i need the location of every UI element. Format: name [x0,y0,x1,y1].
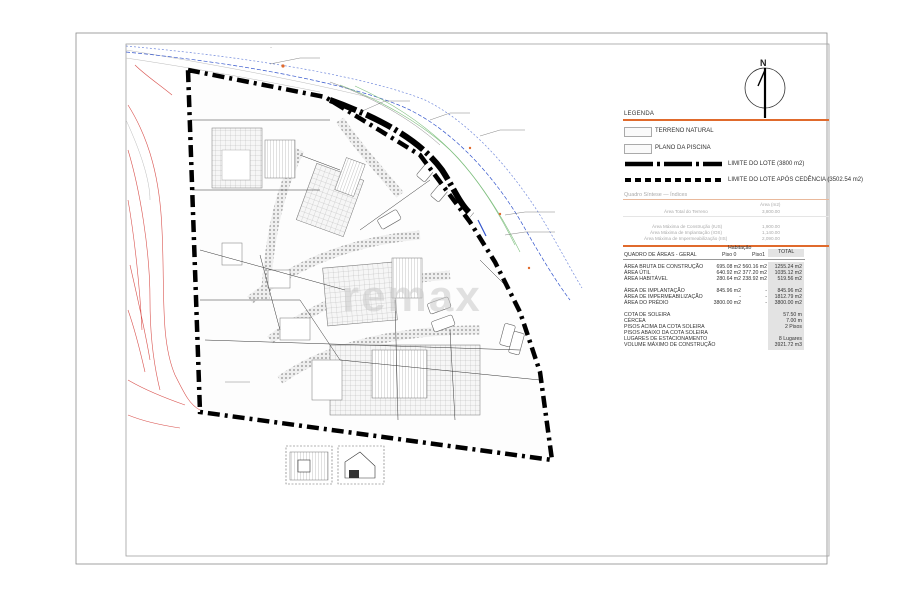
quadro-areas-row-total: 1812.79 m2 [774,294,802,300]
qs-row-label: Área Máxima de Impermeabilização (IIS) [644,236,728,241]
legend-item-terrain: TERRENO NATURAL [655,128,714,134]
watermark: remax [342,272,482,321]
quadro-areas-group-header: Habitação [728,245,752,251]
quadro-areas-row-piso1: 560.16 m2 [742,264,767,270]
quadro-areas-row-total: 1035.12 m2 [774,270,802,276]
legend-title: LEGENDA [624,111,655,117]
quadro-areas-row-piso0: 845.96 m2 [716,288,741,294]
quadro-areas-row-piso0: 3800.00 m2 [713,300,741,306]
quadro-sintese-col-header: Área (m2) [760,202,781,207]
quadro-areas-row-label: PISOS ABAIXO DA COTA SOLEIRA [624,330,708,336]
quadro-areas-row-label: VOLUME MÁXIMO DE CONSTRUÇÃO [624,342,716,348]
north-arrow [745,68,785,118]
quadro-areas-row-label: ÁREA BRUTA DE CONSTRUÇÃO [624,264,704,270]
qs-row-label: Área Máxima de Construção (IUS) [652,224,723,229]
quadro-areas-row-total: 57.50 m [783,312,802,318]
quadro-sintese-title: Quadro Síntese — Índices [624,192,688,198]
legend-swatch-terrain [624,127,652,137]
terrain-contours [128,65,200,428]
quadro-areas-row-label: ÁREA DE IMPLANTAÇÃO [624,288,685,294]
quadro-areas-row-label: ÁREA HABITÁVEL [624,276,668,282]
quadro-areas-row-piso1: - [765,288,767,294]
qs-row-label: Área Total do Terreno [664,209,708,214]
col-piso1: Piso1 [752,252,765,258]
quadro-areas-row-label: ÁREA ÚTIL [624,270,651,276]
quadro-areas-row-total: 3921.72 m3 [774,342,802,348]
quadro-areas-row-label: LUGARES DE ESTACIONAMENTO [624,336,708,342]
legend-swatch-pool [624,144,652,154]
quadro-areas-row-total: 519.56 m2 [777,276,802,282]
qs-row-label: Área Máxima de Implantação (IOS) [650,230,722,235]
quadro-areas-row-total: 845.96 m2 [777,288,802,294]
qs-row-value: 1,900.00 [762,224,780,229]
quadro-areas-row-piso1: 238.92 m2 [742,276,767,282]
quadro-areas-row-total: 3800.00 m2 [774,300,802,306]
quadro-areas-row-label: PISOS ACIMA DA COTA SOLEIRA [624,324,705,330]
col-total: TOTAL [778,249,795,255]
legend-rule [623,119,829,121]
quadro-areas-row-piso0: 280.64 m2 [716,276,741,282]
quadro-areas-row-piso0: 640.92 m2 [716,270,741,276]
qs-row-value: 3,800.00 [762,209,780,214]
quadro-areas-row-label: ÁREA DE IMPERMEABILIZAÇÃO [624,294,703,300]
quadro-areas-row-label: COTA DE SOLEIRA [624,312,671,318]
svg-text:~: ~ [270,46,273,50]
quadro-areas-row-total: 2 Pisos [784,324,802,330]
detail-drawings [286,446,384,484]
quadro-areas-title: QUADRO DE ÁREAS - GERAL [624,252,697,258]
quadro-areas-row-label: CÉRCEA [624,318,646,324]
quadro-areas-row-label: ÁREA DO PRÉDIO [624,300,669,306]
quadro-areas-row-piso1: - [765,294,767,300]
quadro-areas-rule [623,245,829,247]
col-piso0: Piso 0 [722,252,737,258]
quadro-areas-row-total: 1255.24 m2 [774,264,802,270]
legend-item-lot-limit: LIMITE DO LOTE (3800 m2) [728,161,805,167]
quadro-areas-row-piso0: - [739,294,741,300]
legend-line-symbols [625,164,722,180]
quadro-areas-row-piso0: 695.08 m2 [716,264,741,270]
quadro-areas-row-total: 8 Lugares [778,336,802,342]
north-label: N [760,58,767,68]
legend-item-pool: PLANO DA PISCINA [655,145,711,151]
quadro-areas-row-piso1: - [765,300,767,306]
quadro-areas-row-total: 7.00 m [786,318,802,324]
quadro-areas-row-piso1: 377.20 m2 [742,270,767,276]
qs-row-value: 2,090.00 [762,236,780,241]
legend-item-lot-limit-after: LIMITE DO LOTE APÓS CEDÊNCIA (3502.54 m2) [728,177,864,183]
qs-row-value: 1,140.00 [762,230,780,235]
